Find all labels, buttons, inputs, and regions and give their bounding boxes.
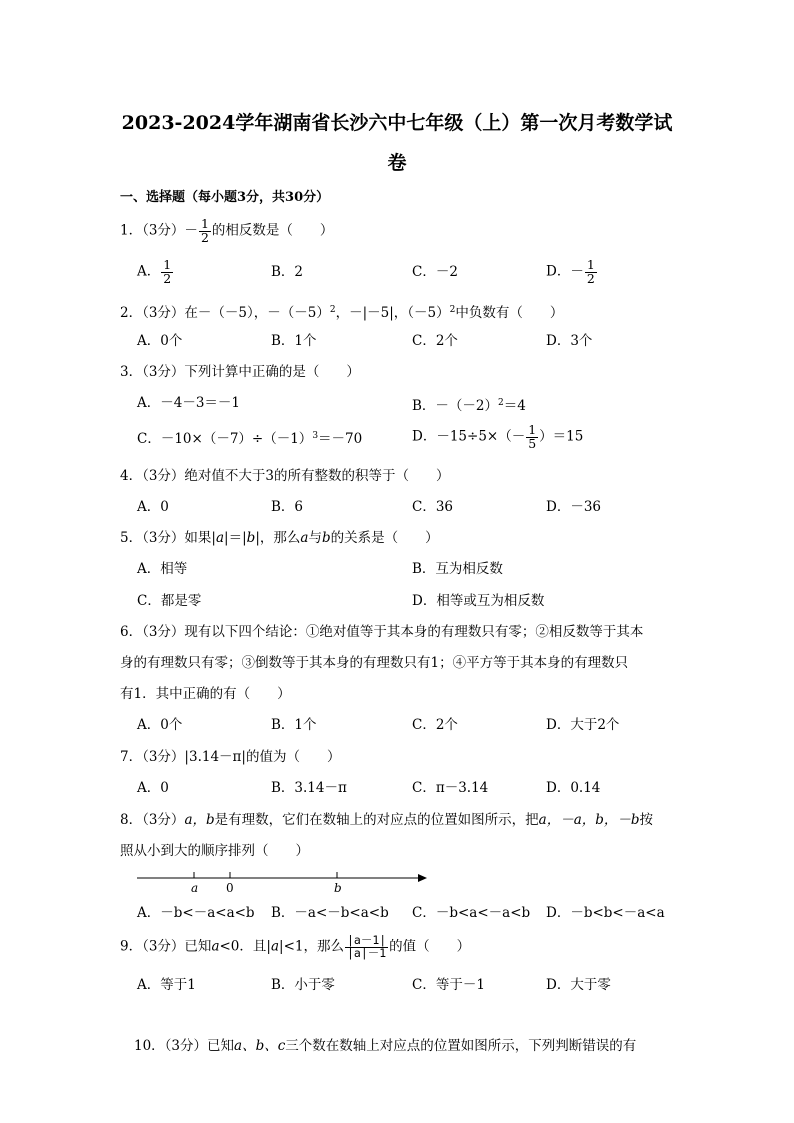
label-b: b: [334, 881, 342, 894]
q6-option-c[interactable]: C．2个: [412, 717, 458, 733]
question-8-line1: 8．（3分）a，b是有理数，它们在数轴上的对应点的位置如图所示，把a，－a，b，－b按: [120, 812, 654, 828]
q8-option-d[interactable]: D．－b<b<－a<a: [546, 905, 665, 921]
label-a: a: [191, 881, 199, 894]
q1-option-b[interactable]: B．2: [271, 264, 304, 280]
question-3-stem: 3．（3分）下列计算中正确的是（ ）: [120, 364, 360, 380]
question-5-stem: 5．（3分）如果|a|＝|b|，那么a与b的关系是（ ）: [120, 530, 439, 546]
q5-option-a[interactable]: A．相等: [137, 561, 188, 577]
q4-option-c[interactable]: C．36: [412, 499, 454, 515]
q9-option-c[interactable]: C．等于－1: [412, 977, 485, 993]
q7-option-d[interactable]: D．0.14: [546, 780, 601, 796]
q9-option-a[interactable]: A．等于1: [137, 977, 196, 993]
q2-option-a[interactable]: A．0个: [137, 333, 183, 349]
q7-option-b[interactable]: B．3.14－π: [271, 780, 347, 796]
q9-option-d[interactable]: D．大于零: [546, 977, 611, 993]
question-4-stem: 4．（3分）绝对值不大于3的所有整数的积等于（ ）: [120, 468, 450, 484]
absolute-fraction: $\frac{|a-1|}{|a|-1}$: [346, 933, 387, 960]
question-10-stem: 10．（3分）已知a、b、c三个数在数轴上对应点的位置如图所示，下列判断错误的有: [134, 1038, 637, 1054]
q2-option-b[interactable]: B．1个: [271, 333, 317, 349]
q2-option-d[interactable]: D．3个: [546, 333, 593, 349]
q3-option-a[interactable]: A．－4－3＝－1: [137, 395, 241, 411]
question-6-line2: 身的有理数只有零；③倒数等于其本身的有理数只有1；④平方等于其本身的有理数只: [120, 655, 629, 671]
q1-option-a[interactable]: A． $\frac{1}{2}$: [137, 257, 172, 286]
q7-option-a[interactable]: A．0: [137, 780, 169, 796]
q5-option-c[interactable]: C．都是零: [137, 593, 202, 609]
question-2-stem: 2．（3分）在－（－5），$-(-5)^2$，－|－5|，$(-5)^2$中负数有（ ）: [120, 305, 564, 321]
question-7-stem: 7．（3分）|3.14－π|的值为（ ）: [120, 749, 341, 765]
q8-option-c[interactable]: C．－b<a<－a<b: [412, 905, 531, 921]
q4-option-d[interactable]: D．－36: [546, 499, 602, 515]
question-6-line1: 6．（3分）现有以下四个结论：①绝对值等于其本身的有理数只有零；②相反数等于其本: [120, 624, 644, 640]
number-line-figure: [137, 864, 437, 894]
q4-option-b[interactable]: B．6: [271, 499, 304, 515]
question-9-stem: 9．（3分）已知a<0．且|a|<1，那么 $\frac{|a-1|}{|a|-1}$ 的值（ ）: [120, 933, 471, 960]
exam-title-line2: 卷: [387, 152, 407, 174]
fraction: $\frac{1}{2}$: [200, 216, 209, 245]
q6-option-b[interactable]: B．1个: [271, 717, 317, 733]
q8-option-a[interactable]: A．－b<－a<a<b: [137, 905, 255, 921]
q6-option-a[interactable]: A．0个: [137, 717, 183, 733]
number-line-arrow: [418, 874, 427, 882]
q1-option-c[interactable]: C．－2: [412, 264, 458, 280]
q3-option-d[interactable]: D．－15÷5×（－ $\frac{1}{5}$ ）＝15: [412, 422, 584, 451]
q9-option-b[interactable]: B．小于零: [271, 977, 335, 993]
q1-option-d[interactable]: D．－ $\frac{1}{2}$: [546, 257, 595, 286]
question-6-line3: 有1．其中正确的有（ ）: [120, 686, 291, 702]
section-heading: 一、选择题（每小题3分，共30分）: [120, 190, 330, 205]
question-8-line2: 照从小到大的顺序排列（ ）: [120, 843, 309, 859]
q7-option-c[interactable]: C．π－3.14: [412, 780, 489, 796]
q2-option-c[interactable]: C．2个: [412, 333, 458, 349]
q8-option-b[interactable]: B．－a<－b<a<b: [271, 905, 389, 921]
q3-option-b[interactable]: B．$-(-2)^2=4$: [412, 398, 526, 414]
question-1-stem: 1．（3分）－ $\frac{1}{2}$ 的相反数是（ ）: [120, 216, 334, 245]
exam-title-line1: 2023-2024学年湖南省长沙六中七年级（上）第一次月考数学试: [121, 112, 673, 134]
q4-option-a[interactable]: A．0: [137, 499, 169, 515]
q5-option-b[interactable]: B．互为相反数: [412, 561, 503, 577]
q5-option-d[interactable]: D．相等或互为相反数: [412, 593, 545, 609]
q6-option-d[interactable]: D．大于2个: [546, 717, 620, 733]
q3-option-c[interactable]: C．$-10\times(-7)\div(-1)^3=-70$: [137, 431, 363, 447]
label-zero: 0: [226, 881, 234, 894]
